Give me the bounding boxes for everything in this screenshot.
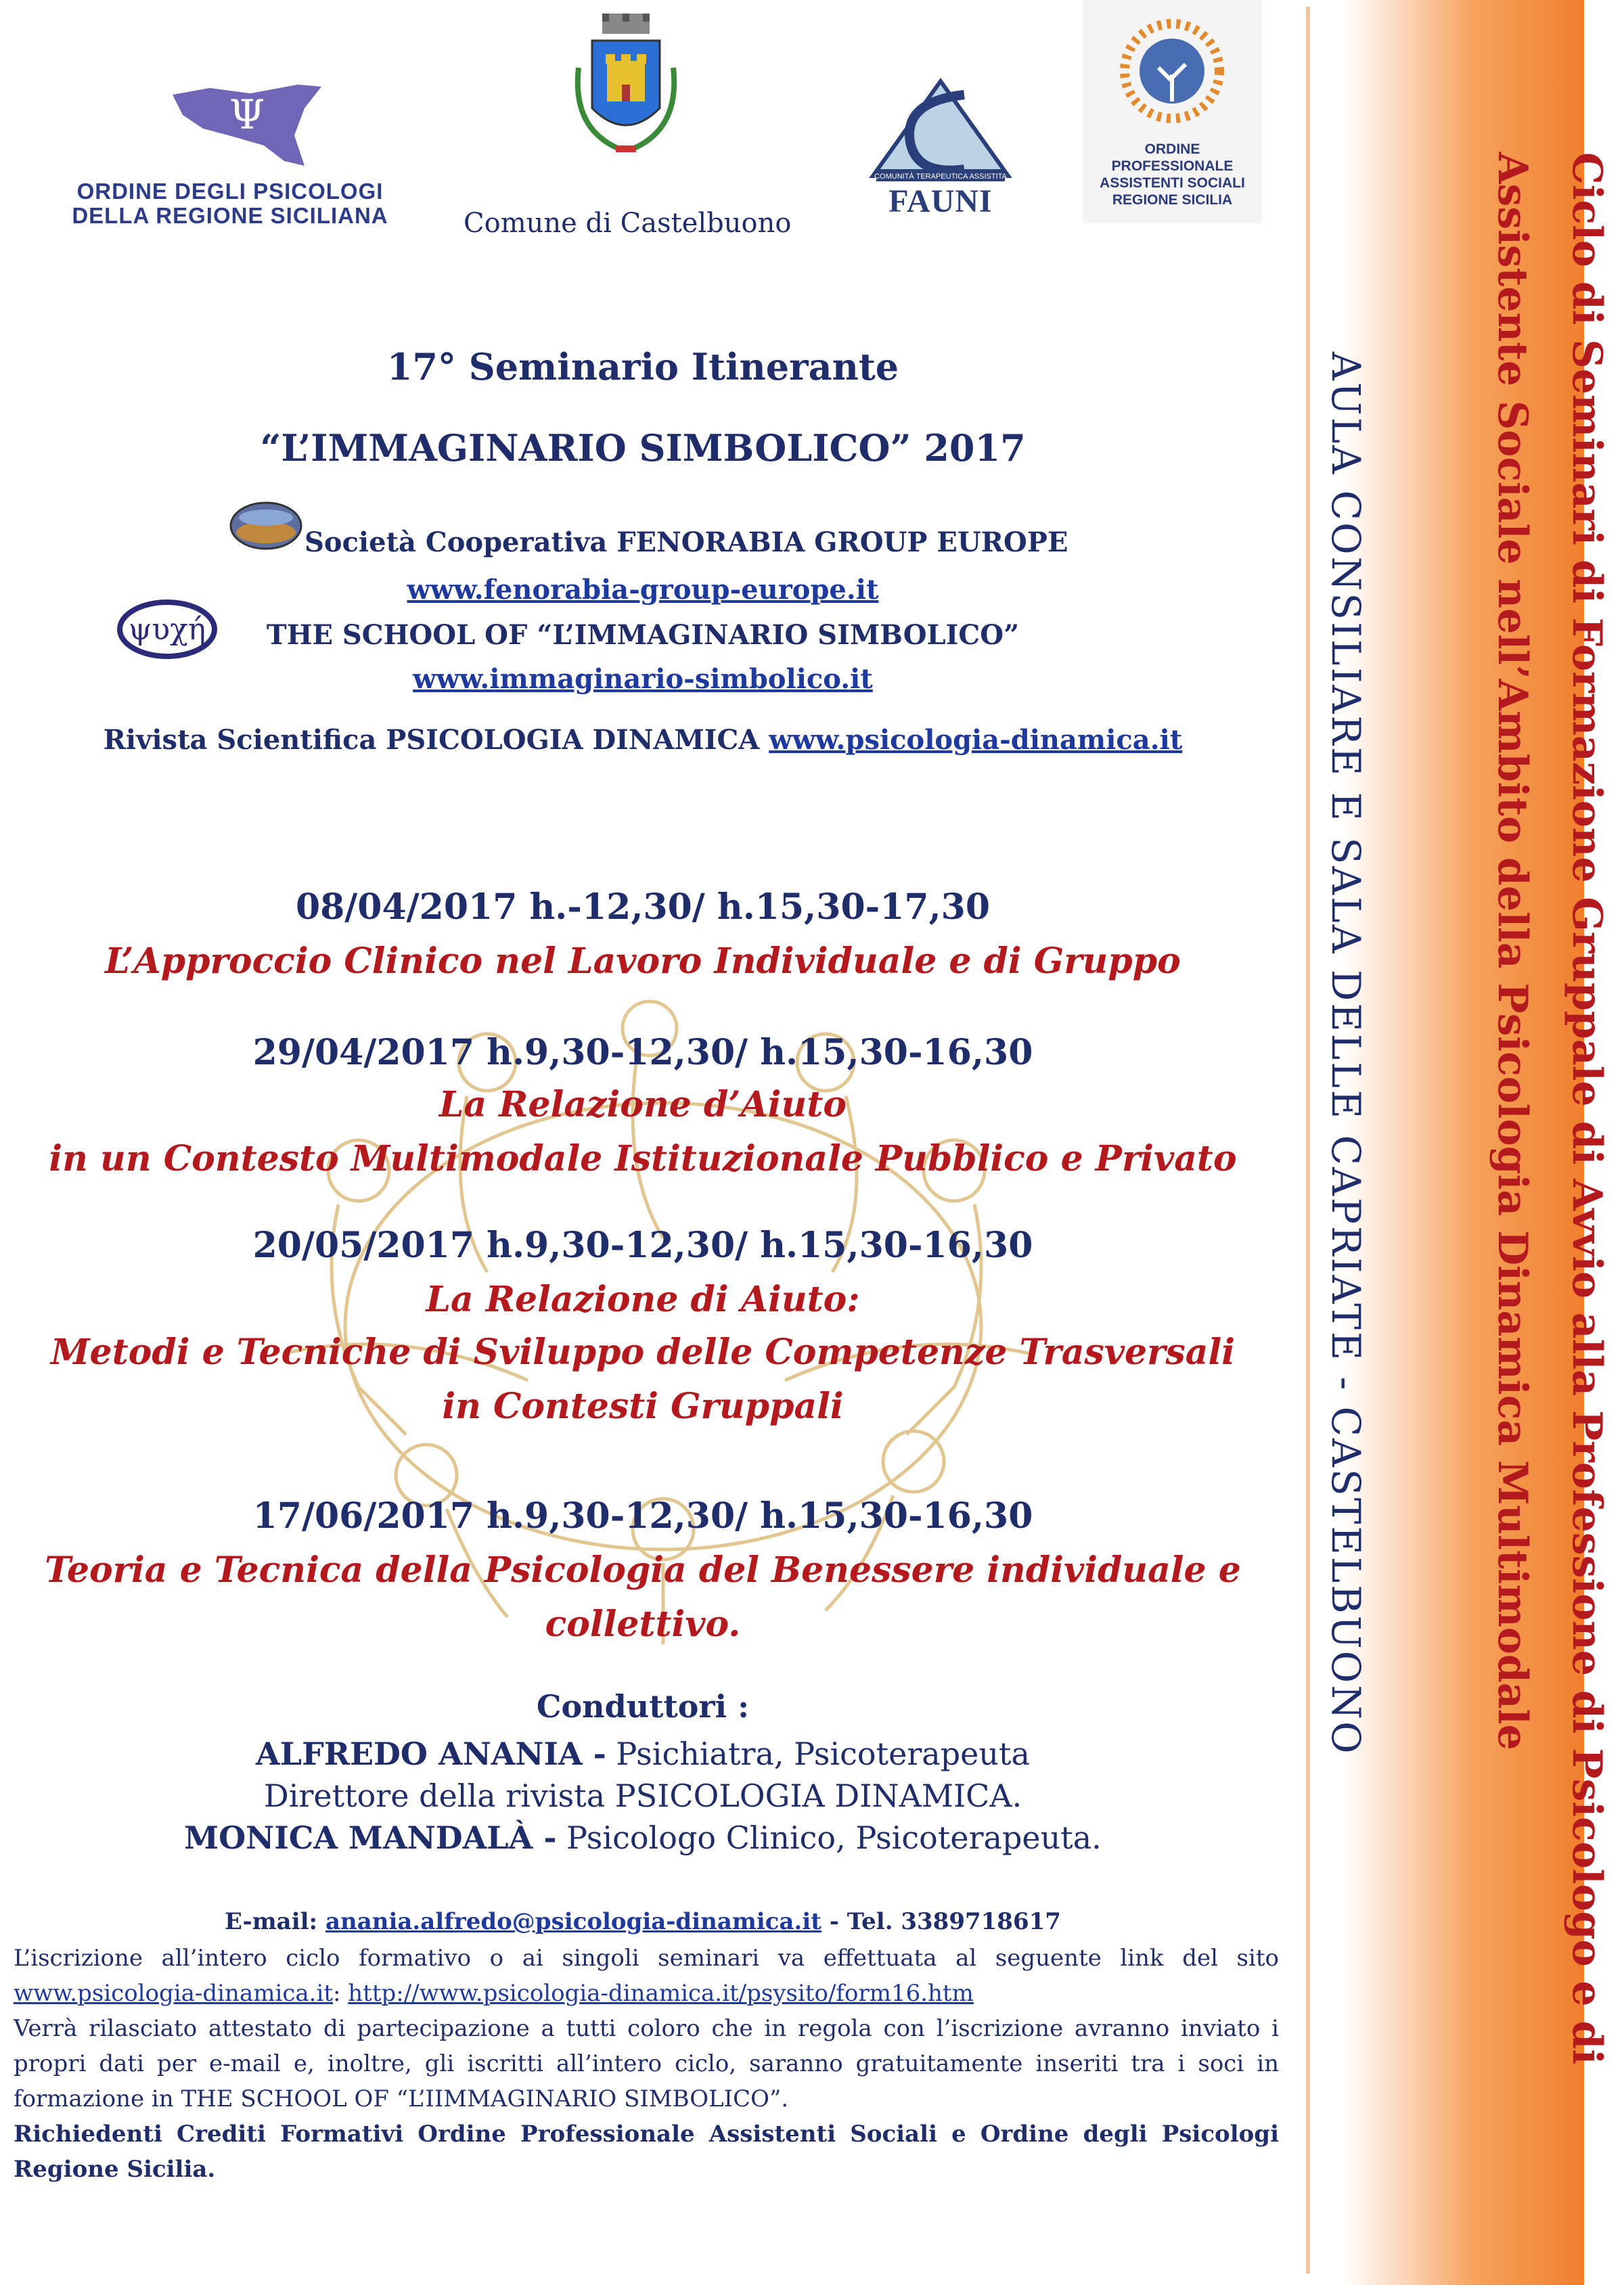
ordine-assistenti-logo — [1083, 0, 1262, 223]
side-title — [1475, 152, 1624, 2064]
session-3-topic-line1: La Relazione di Aiuto: — [426, 1279, 860, 1320]
ordine-psicologi-text: ORDINE DEGLI PSICOLOGI DELLA REGIONE SICILIANA — [72, 179, 388, 228]
side-divider-line — [1306, 7, 1310, 2273]
comune-label: Comune di Castelbuono — [464, 208, 792, 239]
session-2-topic-line1: La Relazione d’Aiuto — [438, 1084, 847, 1125]
rivista-name: Rivista Scientifica PSICOLOGIA DINAMICA — [103, 724, 760, 756]
contact-line — [27, 1908, 1259, 1935]
ordine-psicologi-logo — [54, 81, 406, 237]
sicily-psi-icon — [169, 81, 325, 176]
conductor-2-role: Psicologo Clinico, Psicoterapeuta. — [556, 1819, 1102, 1856]
conductor-1-name: ALFREDO ANANIA - — [256, 1736, 606, 1772]
side-venue: AULA CONSILIARE E SALA DELLE CAPRIATE - CASTELBUONO — [1323, 352, 1369, 1756]
session-4-topic-line2: collettivo. — [545, 1604, 741, 1645]
session-3-topic-line2: Metodi e Tecniche di Sviluppo delle Competenze Trasversali — [51, 1332, 1235, 1373]
registration-paragraph — [14, 1941, 1279, 2011]
separator-text: : — [333, 1980, 348, 2007]
email-label: E-mail: — [225, 1908, 318, 1935]
certificate-paragraph: Verrà rilasciato attestato di partecipazione a tutti coloro che in regola con l’iscrizione avranno inviato i propri dati per e-mail e, inoltre, gli iscritti all’intero ciclo, saranno gratuitamente inseriti tra i soci in formazione in THE SCHOOL OF “L’IIMMAGINARIO SIMBOLICO”. — [14, 2015, 1279, 2112]
conductor-2-name: MONICA MANDALÀ - — [184, 1819, 557, 1856]
credits-paragraph: Richiedenti Crediti Formativi Ordine Professionale Assistenti Sociali e Ordine degli Psicologi Regione Sicilia. — [14, 2121, 1279, 2183]
form-link[interactable]: http://www.psicologia-dinamica.it/psysito/form16.htm — [348, 1980, 974, 2007]
fauni-emblem-icon — [863, 74, 1018, 189]
school-link-row — [27, 663, 1259, 695]
conductor-1-role: Psichiatra, Psicoterapeuta — [606, 1736, 1030, 1772]
conductors-heading: Conduttori : — [536, 1688, 750, 1725]
session-4-date: 17/06/2017 h.9,30-12,30/ h.15,30-16,30 — [252, 1495, 1033, 1537]
session-4-topic-line1: Teoria e Tecnica della Psicologia del Benessere individuale e — [45, 1549, 1241, 1591]
session-1-topic: L’Approccio Clinico nel Lavoro Individuale e di Gruppo — [105, 941, 1181, 982]
society-name: Società Cooperativa FENORABIA GROUP EUROPE — [304, 526, 1068, 558]
seminar-number: 17° Seminario Itinerante — [386, 345, 899, 388]
phone-text: - Tel. 3389718617 — [829, 1908, 1061, 1935]
fenorabia-icon — [229, 499, 303, 553]
conductor-1 — [27, 1736, 1259, 1772]
fauni-logo — [863, 74, 1018, 217]
seminar-title: “L’IMMAGINARIO SIMBOLICO” 2017 — [260, 426, 1026, 470]
school-link[interactable]: www.immaginario-simbolico.it — [413, 663, 873, 695]
rivista-line — [27, 724, 1259, 756]
fauni-text: FAUNI — [888, 183, 993, 219]
school-name: THE SCHOOL OF “L’IMMAGINARIO SIMBOLICO” — [266, 619, 1020, 651]
site-link[interactable]: www.psicologia-dinamica.it — [14, 1980, 333, 2007]
email-link[interactable]: anania.alfredo@psicologia-dinamica.it — [325, 1908, 821, 1935]
rivista-link[interactable]: www.psicologia-dinamica.it — [769, 724, 1183, 756]
svg-text:COMUNITÀ TERAPEUTICA ASSISTITA: COMUNITÀ TERAPEUTICA ASSISTITA — [874, 173, 1007, 181]
fenorabia-logo — [229, 499, 303, 553]
registration-text: L’iscrizione all’intero ciclo formativo o ai singoli seminari va effettuata al seguente link del sito — [14, 1945, 1279, 1972]
session-1-date: 08/04/2017 h.-12,30/ h.15,30-17,30 — [295, 886, 991, 928]
society-link[interactable]: www.fenorabia-group-europe.it — [407, 574, 879, 606]
castelbuono-crest-logo — [565, 14, 687, 169]
conductor-1-extra: Direttore della rivista PSICOLOGIA DINAMICA. — [263, 1778, 1022, 1814]
svg-text:ψυχή: ψυχή — [128, 612, 206, 647]
side-title-line1: Ciclo di Seminari di Formazione Gruppale di Avvio alla Professione di Psicologo e di — [1563, 152, 1610, 2065]
session-3-topic-line3: in Contesti Gruppali — [442, 1386, 844, 1427]
session-2-date: 29/04/2017 h.9,30-12,30/ h.15,30-16,30 — [252, 1032, 1033, 1073]
session-2-topic-line2: in un Contesto Multimodale Istituzionale Pubblico e Privato — [49, 1138, 1237, 1179]
conductor-2 — [27, 1819, 1259, 1856]
ordine-assistenti-text: ORDINE PROFESSIONALE ASSISTENTI SOCIALI REGIONE SICILIA — [1100, 141, 1245, 208]
tree-icon — [1083, 0, 1262, 135]
crest-icon — [565, 14, 687, 169]
session-3-date: 20/05/2017 h.9,30-12,30/ h.15,30-16,30 — [252, 1225, 1033, 1266]
side-title-line2: Assistente Sociale nell’Ambito della Psicologia Dinamica Multimodale — [1489, 152, 1536, 1750]
svg-text:Ψ: Ψ — [229, 91, 265, 139]
